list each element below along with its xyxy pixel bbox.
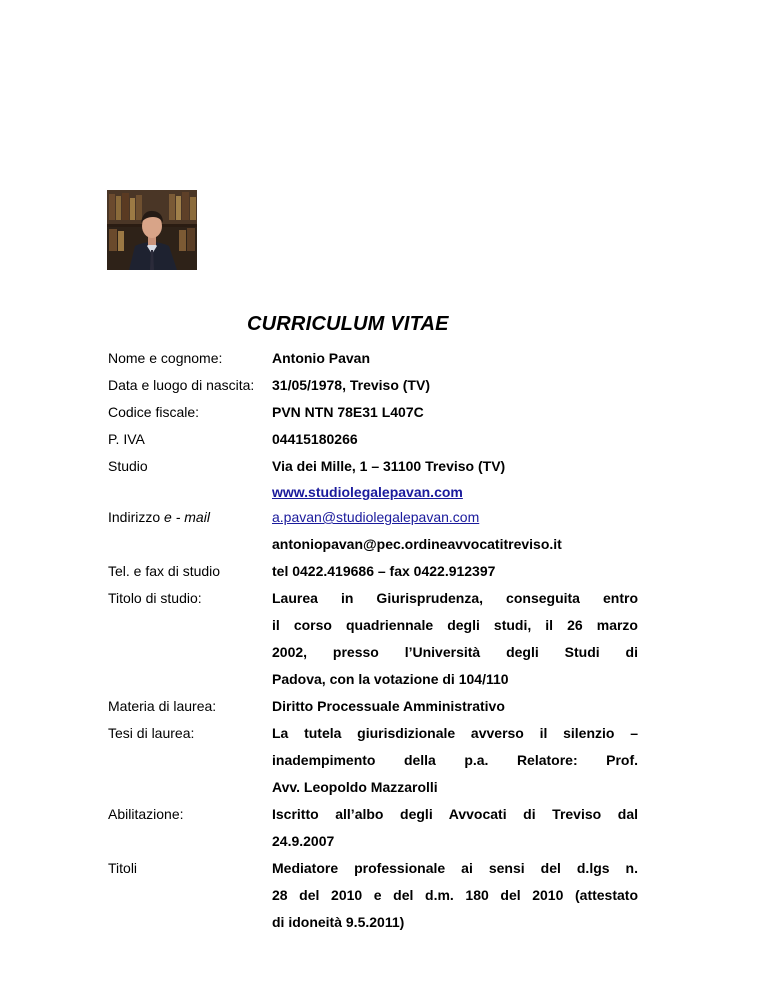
label-nome: Nome e cognome: [108, 350, 223, 366]
profile-photo [107, 190, 197, 270]
portrait-image [107, 190, 197, 270]
page-title: CURRICULUM VITAE [247, 313, 449, 335]
website-link[interactable]: www.studiolegalepavan.com [272, 484, 463, 500]
label-titoli: Titoli [108, 860, 138, 876]
label-email-prefix: Indirizzo [108, 509, 165, 525]
titolo-line-1: Laurea in Giurisprudenza, conseguita entro [272, 590, 638, 606]
label-studio: Studio [108, 458, 148, 474]
abilitazione-line-2: 24.9.2007 [272, 833, 335, 849]
label-abilitazione: Abilitazione: [108, 806, 184, 822]
value-nome: Antonio Pavan [272, 350, 371, 366]
label-nascita: Data e luogo di nascita: [108, 377, 255, 393]
tesi-line-3: Avv. Leopoldo Mazzarolli [272, 779, 438, 795]
titolo-line-2: il corso quadriennale degli studi, il 26 marzo [272, 617, 638, 633]
value-nascita: 31/05/1978, Treviso (TV) [272, 377, 430, 393]
label-codice-fiscale: Codice fiscale: [108, 404, 200, 420]
label-tesi: Tesi di laurea: [108, 725, 195, 741]
abilitazione-line-1: Iscritto all’albo degli Avvocati di Treviso dal [272, 806, 638, 822]
value-materia: Diritto Processuale Amministrativo [272, 698, 505, 714]
tesi-line-1: La tutela giurisdizionale avverso il silenzio – [272, 725, 638, 741]
label-titolo-studio: Titolo di studio: [108, 590, 202, 606]
titolo-line-3: 2002, presso l’Università degli Studi di [272, 644, 638, 660]
titoli-line-3: di idoneità 9.5.2011) [272, 914, 405, 930]
titoli-line-2: 28 del 2010 e del d.m. 180 del 2010 (attestato [272, 887, 638, 903]
label-materia: Materia di laurea: [108, 698, 217, 714]
value-studio-address: Via dei Mille, 1 – 31100 Treviso (TV) [272, 458, 506, 474]
value-piva: 04415180266 [272, 431, 358, 447]
tesi-line-2: inadempimento della p.a. Relatore: Prof. [272, 752, 638, 768]
titoli-line-1: Mediatore professionale ai sensi del d.lgs n. [272, 860, 638, 876]
label-email-italic: e - mail [164, 509, 210, 525]
titolo-line-4: Padova, con la votazione di 104/110 [272, 671, 509, 687]
email-link[interactable]: a.pavan@studiolegalepavan.com [272, 509, 480, 525]
value-codice-fiscale: PVN NTN 78E31 L407C [272, 404, 424, 420]
value-pec: antoniopavan@pec.ordineavvocatitreviso.it [272, 536, 562, 552]
value-telefono: tel 0422.419686 – fax 0422.912397 [272, 563, 496, 579]
label-telefono: Tel. e fax di studio [108, 563, 221, 579]
label-email [108, 509, 210, 525]
label-piva: P. IVA [108, 431, 145, 447]
